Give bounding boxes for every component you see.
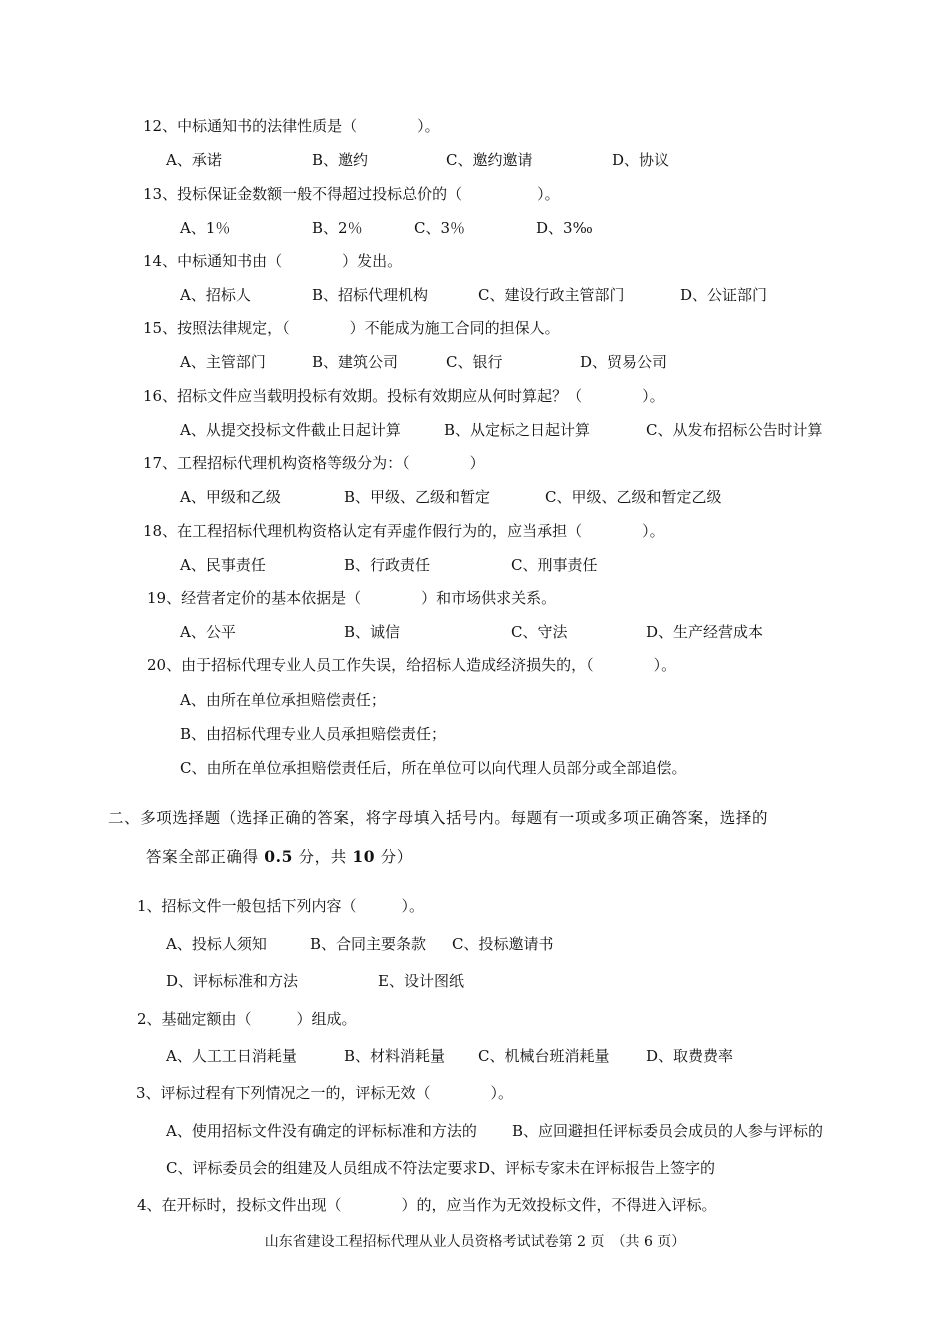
question-19-option-c: C、守法 — [511, 623, 568, 641]
question-14-option-d: D、公证部门 — [680, 286, 768, 304]
question-13-option-d: D、3‰ — [536, 219, 593, 237]
section-2-heading-text: 答案全部正确得 — [146, 848, 265, 866]
multi-question-4-stem: 4、在开标时，投标文件出现（ ）的，应当作为无效投标文件，不得进入评标。 — [137, 1196, 717, 1214]
section-2-heading-text: 分，共 — [293, 848, 353, 866]
multi-question-1-option-d: D、评标标准和方法 — [166, 972, 299, 990]
multi-question-1-option-b: B、合同主要条款 — [310, 935, 427, 953]
question-14-option-b: B、招标代理机构 — [312, 286, 429, 304]
question-17-option-a: A、甲级和乙级 — [180, 488, 281, 506]
question-18-stem: 18、在工程招标代理机构资格认定有弄虚作假行为的，应当承担（ ）。 — [143, 522, 665, 540]
question-16-option-b: B、从定标之日起计算 — [444, 421, 591, 439]
multi-question-2-option-c: C、机械台班消耗量 — [478, 1047, 610, 1065]
section-2-score-per-item: 0.5 — [264, 847, 294, 866]
question-19-stem: 19、经营者定价的基本依据是（ ）和市场供求关系。 — [147, 589, 557, 607]
multi-question-1-stem: 1、招标文件一般包括下列内容（ ）。 — [137, 897, 425, 915]
question-15-option-c: C、银行 — [446, 353, 503, 371]
question-17-stem: 17、工程招标代理机构资格等级分为：（ ） — [143, 454, 485, 472]
multi-question-1-option-e: E、设计图纸 — [378, 972, 464, 990]
question-20-stem: 20、由于招标代理专业人员工作失误，给招标人造成经济损失的，（ ）。 — [147, 656, 677, 674]
multi-question-3-option-d: D、评标专家未在评标报告上签字的 — [478, 1159, 716, 1177]
multi-question-2-option-d: D、取费费率 — [646, 1047, 734, 1065]
question-12-option-a: A、承诺 — [166, 151, 222, 169]
question-19-option-a: A、公平 — [180, 623, 236, 641]
question-20-option-a: A、由所在单位承担赔偿责任； — [180, 691, 386, 709]
question-17-option-b: B、甲级、乙级和暂定 — [344, 488, 491, 506]
question-20-option-b: B、由招标代理专业人员承担赔偿责任； — [180, 725, 447, 743]
question-15-option-a: A、主管部门 — [180, 353, 266, 371]
question-18-option-c: C、刑事责任 — [511, 556, 598, 574]
question-12-option-c: C、邀约邀请 — [446, 151, 533, 169]
multi-question-3-option-b: B、应回避担任评标委员会成员的人参与评标的 — [512, 1122, 824, 1140]
question-19-option-b: B、诚信 — [344, 623, 401, 641]
question-12-stem: 12、中标通知书的法律性质是（ ）。 — [143, 117, 440, 135]
question-16-option-c: C、从发布招标公告时计算 — [646, 421, 823, 439]
section-2-heading-text: 分） — [375, 848, 413, 866]
question-16-option-a: A、从提交投标文件截止日起计算 — [180, 421, 401, 439]
section-2-heading-line-2 — [146, 846, 413, 868]
multi-question-1-option-a: A、投标人须知 — [166, 935, 267, 953]
question-13-option-c: C、3％ — [414, 219, 466, 237]
multi-question-2-option-a: A、人工工日消耗量 — [166, 1047, 297, 1065]
question-13-option-b: B、2％ — [312, 219, 363, 237]
question-15-option-b: B、建筑公司 — [312, 353, 399, 371]
multi-question-2-stem: 2、基础定额由（ ）组成。 — [137, 1010, 357, 1028]
question-15-stem: 15、按照法律规定，（ ）不能成为施工合同的担保人。 — [143, 319, 560, 337]
question-12-option-d: D、协议 — [612, 151, 670, 169]
question-18-option-a: A、民事责任 — [180, 556, 266, 574]
multi-question-3-option-a: A、使用招标文件没有确定的评标标准和方法的 — [166, 1122, 477, 1140]
section-2-score-total: 10 — [352, 847, 376, 866]
question-19-option-d: D、生产经营成本 — [646, 623, 764, 641]
question-13-option-a: A、1％ — [180, 219, 231, 237]
question-14-option-a: A、招标人 — [180, 286, 251, 304]
multi-question-3-option-c: C、评标委员会的组建及人员组成不符法定要求 — [166, 1159, 478, 1177]
question-20-option-c: C、由所在单位承担赔偿责任后，所在单位可以向代理人员部分或全部追偿。 — [180, 759, 687, 777]
question-17-option-c: C、甲级、乙级和暂定乙级 — [545, 488, 722, 506]
question-13-stem: 13、投标保证金数额一般不得超过投标总价的（ ）。 — [143, 185, 560, 203]
question-14-option-c: C、建设行政主管部门 — [478, 286, 625, 304]
question-14-stem: 14、中标通知书由（ ）发出。 — [143, 252, 403, 270]
question-18-option-b: B、行政责任 — [344, 556, 431, 574]
multi-question-2-option-b: B、材料消耗量 — [344, 1047, 446, 1065]
page-footer: 山东省建设工程招标代理从业人员资格考试试卷第 2 页 （共 6 页） — [264, 1234, 686, 1250]
multi-question-1-option-c: C、投标邀请书 — [452, 935, 554, 953]
question-15-option-d: D、贸易公司 — [580, 353, 668, 371]
multi-question-3-stem: 3、评标过程有下列情况之一的，评标无效（ ）。 — [136, 1084, 514, 1102]
section-2-heading-line-1: 二、多项选择题（选择正确的答案，将字母填入括号内。每题有一项或多项正确答案，选择的 — [108, 809, 769, 827]
question-16-stem: 16、招标文件应当载明投标有效期。投标有效期应从何时算起？（ ）。 — [143, 387, 665, 405]
question-12-option-b: B、邀约 — [312, 151, 369, 169]
